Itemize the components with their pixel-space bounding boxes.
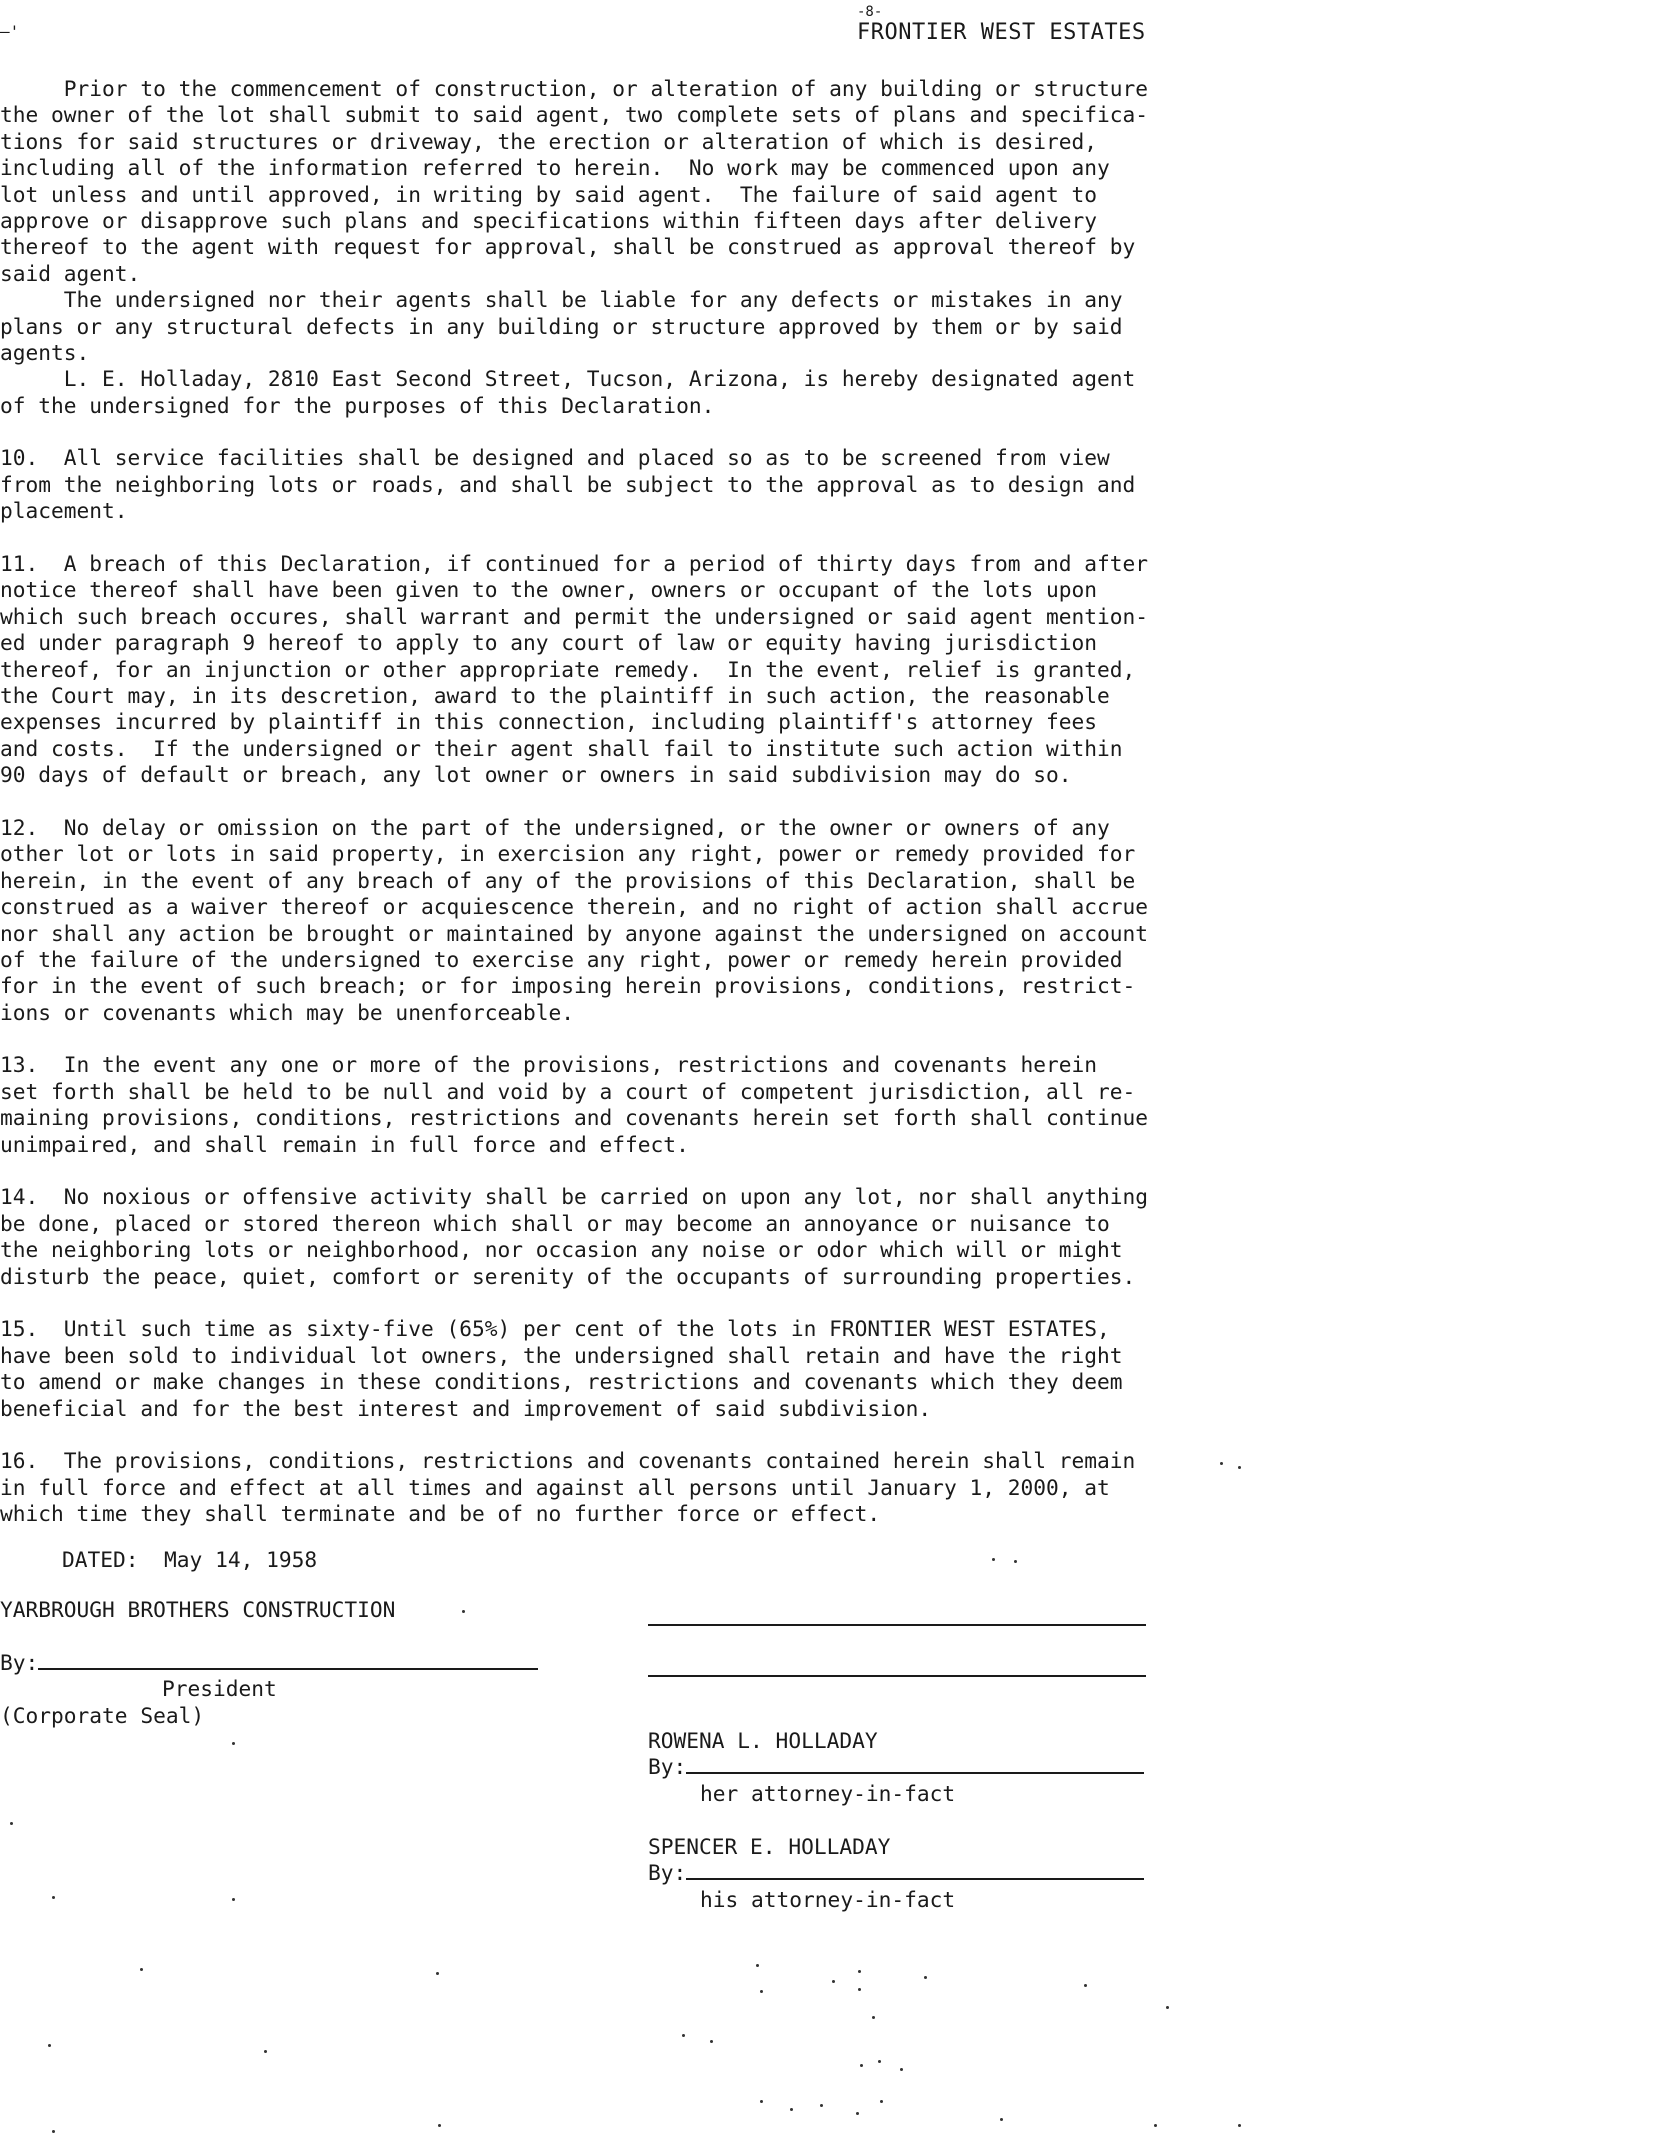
- paragraph-gap: [0, 1026, 1200, 1052]
- body-line: ed under paragraph 9 hereof to apply to any court of law or equity having jurisdiction: [0, 630, 1098, 656]
- body-line: from the neighboring lots or roads, and shall be subject to the approval as to design and: [0, 471, 1136, 497]
- body-line: plans or any structural defects in any building or structure approved by them or by said: [0, 313, 1123, 339]
- body-line: 16. The provisions, conditions, restrictions and covenants contained herein shall remain: [0, 1448, 1136, 1474]
- body-line: and costs. If the undersigned or their agent shall fail to institute such action within: [0, 735, 1123, 761]
- page-number: -8-: [857, 4, 883, 20]
- body-line: 90 days of default or breach, any lot owner or owners in said subdivision may do so.: [0, 762, 1072, 788]
- body-line: tions for said structures or driveway, the erection or alteration of which is desired,: [0, 128, 1098, 154]
- scan-speck: [820, 2104, 823, 2107]
- president-text: President: [162, 1676, 277, 1702]
- body-line: agents.: [0, 339, 90, 365]
- scan-speck: [756, 1964, 759, 1967]
- signer-1-by-label: By:: [648, 1754, 687, 1780]
- body-line: which such breach occures, shall warrant and permit the undersigned or said agent mention-: [0, 603, 1149, 629]
- body-line: disturb the peace, quiet, comfort or serenity of the occupants of surrounding properties.: [0, 1263, 1136, 1289]
- body-line: 12. No delay or omission on the part of the undersigned, or the owner or owners of any: [0, 814, 1110, 840]
- scan-speck: [682, 2034, 685, 2037]
- scan-speck: [872, 2016, 875, 2019]
- signer-2-role-text: his attorney-in-fact: [700, 1886, 956, 1912]
- body-line: the neighboring lots or neighborhood, nor occasion any noise or odor which will or might: [0, 1237, 1123, 1263]
- scan-speck: [790, 2108, 793, 2111]
- scan-speck: [992, 1558, 995, 1561]
- blank-signature-line-2: [648, 1675, 1146, 1677]
- scan-speck: [1238, 1466, 1241, 1469]
- body-line: of the undersigned for the purposes of this Declaration.: [0, 392, 715, 418]
- paragraph-gap: [0, 1158, 1200, 1184]
- signer-1-signature-line: [686, 1754, 1144, 1774]
- scan-speck: [52, 1896, 55, 1899]
- body-line: Prior to the commencement of construction, or alteration of any building or structure: [0, 76, 1149, 101]
- scan-speck: [140, 1968, 143, 1971]
- body-line: in full force and effect at all times and against all persons until January 1, 2000, at: [0, 1474, 1110, 1500]
- body-line: approve or disapprove such plans and specifications within fifteen days after delivery: [0, 207, 1098, 233]
- body-line: 11. A breach of this Declaration, if continued for a period of thirty days from and after: [0, 551, 1149, 577]
- body-line: the owner of the lot shall submit to said agent, two complete sets of plans and specifica-: [0, 102, 1149, 128]
- signature-line: [38, 1650, 538, 1670]
- company-signature-block: [0, 1597, 538, 1729]
- scan-speck: [760, 2100, 763, 2103]
- body-line: have been sold to individual lot owners, the undersigned shall retain and have the right: [0, 1342, 1123, 1368]
- by-label: By:: [0, 1649, 39, 1675]
- body-line: notice thereof shall have been given to the owner, owners or occupant of the lots upon: [0, 577, 1098, 603]
- scan-speck: [1084, 1984, 1087, 1987]
- corporate-seal: (Corporate Seal): [0, 1702, 205, 1728]
- company-by-line: [0, 1650, 538, 1676]
- scan-speck: [856, 2112, 859, 2115]
- scan-speck: [880, 2100, 883, 2103]
- signer-2-signature-line: [686, 1860, 1144, 1880]
- blank-signature-line-1: [648, 1624, 1146, 1626]
- document-header: FRONTIER WEST ESTATES: [857, 20, 1146, 45]
- body-line: of the failure of the undersigned to exercise any right, power or remedy herein provided: [0, 946, 1123, 972]
- paragraph-gap: [0, 419, 1200, 445]
- signer-1-by-line: [648, 1754, 1144, 1780]
- signer-1-role: [648, 1781, 1144, 1807]
- paragraph-gap: [0, 789, 1200, 815]
- scan-speck: [1238, 2124, 1241, 2127]
- scan-speck: [924, 1976, 927, 1979]
- scan-speck: [1014, 1560, 1017, 1563]
- body-line: be done, placed or stored thereon which shall or may become an annoyance or nuisance to: [0, 1210, 1110, 1236]
- signer-spencer-block: [648, 1834, 1144, 1913]
- body-line: the Court may, in its descretion, award to the plaintiff in such action, the reasonable: [0, 682, 1110, 708]
- body-line: thereof to the agent with request for approval, shall be construed as approval thereof by: [0, 234, 1136, 260]
- signer-1-role-text: her attorney-in-fact: [700, 1780, 956, 1806]
- scan-speck: [878, 2060, 881, 2063]
- scan-speck: [232, 1742, 235, 1745]
- signer-2-by-line: [648, 1860, 1144, 1886]
- signer-2-role: [648, 1887, 1144, 1913]
- scan-speck: [438, 2124, 441, 2127]
- document-body: [0, 76, 1200, 1527]
- body-line: to amend or make changes in these conditions, restrictions and covenants which they deem: [0, 1369, 1123, 1395]
- company-name: YARBROUGH BROTHERS CONSTRUCTION: [0, 1597, 396, 1622]
- scan-speck: [710, 2040, 713, 2043]
- signer-1-name: ROWENA L. HOLLADAY: [648, 1728, 878, 1753]
- paragraph-gap: [0, 1422, 1200, 1448]
- body-line: other lot or lots in said property, in exercision any right, power or remedy provided for: [0, 841, 1136, 867]
- paragraph-gap: [0, 1290, 1200, 1316]
- scan-speck: [462, 1610, 465, 1613]
- body-line: for in the event of such breach; or for imposing herein provisions, conditions, restrict-: [0, 973, 1136, 999]
- body-line: which time they shall terminate and be of no further force or effect.: [0, 1501, 881, 1527]
- scan-speck: [1166, 2006, 1169, 2009]
- body-line: said agent.: [0, 260, 141, 286]
- body-line: L. E. Holladay, 2810 East Second Street, Tucson, Arizona, is hereby designated agent: [0, 366, 1136, 392]
- body-line: 10. All service facilities shall be designed and placed so as to be screened from view: [0, 445, 1110, 471]
- body-line: herein, in the event of any breach of any of the provisions of this Declaration, shall be: [0, 867, 1136, 893]
- dated-line: DATED: May 14, 1958: [62, 1547, 318, 1572]
- body-line: 15. Until such time as sixty-five (65%) per cent of the lots in FRONTIER WEST ESTATES,: [0, 1316, 1110, 1342]
- body-line: lot unless and until approved, in writing by said agent. The failure of said agent to: [0, 181, 1098, 207]
- scan-speck: [1220, 1462, 1223, 1465]
- scan-speck: [10, 1822, 13, 1825]
- scan-speck: [860, 2064, 863, 2067]
- paragraph-gap: [0, 525, 1200, 551]
- body-line: set forth shall be held to be null and void by a court of competent jurisdiction, all re-: [0, 1078, 1136, 1104]
- scan-speck: [436, 1972, 439, 1975]
- body-line: construed as a waiver thereof or acquiescence therein, and no right of action shall accrue: [0, 894, 1149, 920]
- president-label: [0, 1676, 538, 1702]
- body-line: including all of the information referred to herein. No work may be commenced upon any: [0, 155, 1110, 181]
- body-line: placement.: [0, 498, 128, 524]
- scan-speck: [264, 2050, 267, 2053]
- signer-2-by-label: By:: [648, 1860, 687, 1886]
- body-line: thereof, for an injunction or other appropriate remedy. In the event, relief is granted,: [0, 656, 1136, 682]
- signer-rowena-block: [648, 1728, 1144, 1807]
- scan-speck: [858, 1970, 861, 1973]
- body-line: The undersigned nor their agents shall be liable for any defects or mistakes in any: [0, 287, 1123, 313]
- signer-2-name: SPENCER E. HOLLADAY: [648, 1834, 891, 1859]
- scan-speck: [1000, 2118, 1003, 2121]
- corner-mark: —': [0, 22, 20, 41]
- body-line: nor shall any action be brought or maintained by anyone against the undersigned on account: [0, 920, 1149, 946]
- scan-speck: [858, 1988, 861, 1991]
- body-line: 14. No noxious or offensive activity shall be carried on upon any lot, nor shall anything: [0, 1184, 1149, 1210]
- scan-speck: [832, 1980, 835, 1983]
- body-line: maining provisions, conditions, restrictions and covenants herein set forth shall continue: [0, 1105, 1149, 1131]
- scan-speck: [1154, 2124, 1157, 2127]
- body-line: beneficial and for the best interest and improvement of said subdivision.: [0, 1395, 932, 1421]
- body-line: expenses incurred by plaintiff in this connection, including plaintiff's attorney fees: [0, 709, 1098, 735]
- scan-speck: [760, 1990, 763, 1993]
- body-line: 13. In the event any one or more of the provisions, restrictions and covenants herein: [0, 1052, 1098, 1078]
- body-line: unimpaired, and shall remain in full force and effect.: [0, 1131, 689, 1157]
- scan-speck: [48, 2044, 51, 2047]
- body-line: ions or covenants which may be unenforceable.: [0, 999, 575, 1025]
- scan-speck: [52, 2130, 55, 2133]
- scan-speck: [900, 2068, 903, 2071]
- scan-speck: [232, 1898, 235, 1901]
